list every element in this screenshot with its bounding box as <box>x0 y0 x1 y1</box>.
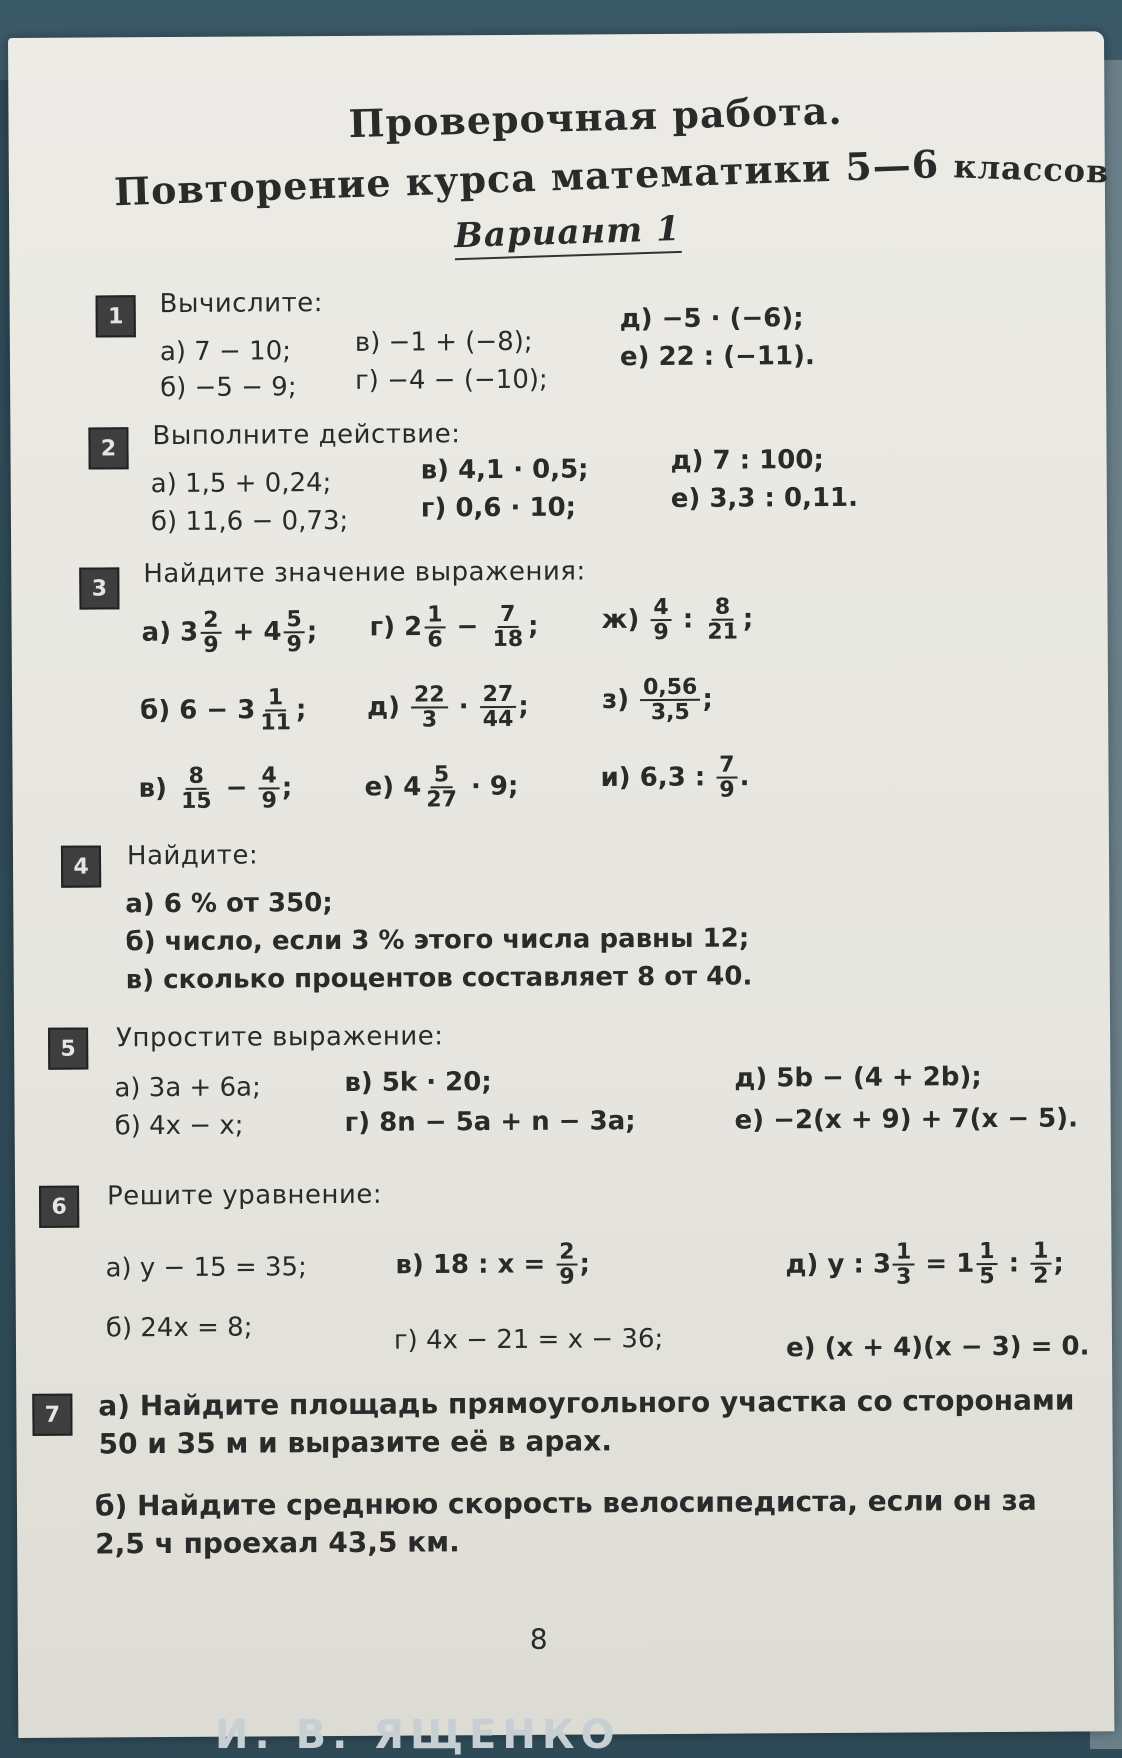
variant-label: Вариант 1 <box>454 209 682 260</box>
task-item: г) 0,6 · 10; <box>420 492 577 524</box>
task-item: д) 5b − (4 + 2b); <box>734 1062 982 1094</box>
task-item: а) 3a + 6a; <box>114 1072 261 1104</box>
task-item: в) 5k · 20; <box>344 1067 492 1098</box>
task-item: б) число, если 3 % этого числа равны 12; <box>125 923 750 958</box>
task-number-badge: 1 <box>96 295 136 337</box>
task-item: в) 4,1 · 0,5; <box>420 454 589 486</box>
task-item: б) −5 − 9; <box>160 372 297 404</box>
task-item: е) (x + 4)(x − 3) = 0. <box>785 1331 1090 1364</box>
task-item: е) 3,3 : 0,11. <box>670 482 859 514</box>
equation-v: в) 18 : x = $\frac{2}{9}$ ; <box>395 1239 591 1290</box>
page-title: Проверочная работа. <box>347 87 844 147</box>
task-number-badge: 4 <box>61 845 101 887</box>
task-item: в) −1 + (−8); <box>354 326 533 358</box>
task-number-badge: 6 <box>39 1186 79 1228</box>
task-item: в) сколько процентов составляет 8 от 40. <box>125 961 753 996</box>
equation-d: д) y : 3 $\frac{1}{3}$ = 1 $\frac{1}{5}$ : $\frac{1}{2}$ ; <box>785 1238 1064 1290</box>
task-heading: Упростите выражение: <box>116 1021 444 1054</box>
task-heading: Вычислите: <box>159 288 324 320</box>
task-item: г) −4 − (−10); <box>355 364 548 396</box>
expr-b: б) 6 − 3 $\frac{1}{11}$ ; <box>140 685 307 736</box>
subtitle-tail: классов <box>952 147 1110 191</box>
task-item: а) 6 % от 350; <box>125 888 333 920</box>
task-number-badge: 5 <box>48 1028 88 1070</box>
expr-v: в) $\frac{8}{15}$ − $\frac{4}{9}$ ; <box>138 763 293 815</box>
task-heading: Найдите: <box>126 840 259 872</box>
task-item: а) Найдите площадь прямоугольного участка со сторонами 50 и 35 м и выразите её в арах. <box>98 1383 1075 1461</box>
task-item: а) 7 − 10; <box>159 336 292 368</box>
task-number-badge: 2 <box>88 427 128 469</box>
task-item: б) 24x = 8; <box>105 1312 253 1344</box>
task-heading: Выполните действие: <box>152 419 461 452</box>
expr-i: и) 6,3 : $\frac{7}{9}$ . <box>600 752 750 803</box>
expr-z: з) $\frac{0,56}{3,5}$ ; <box>601 674 713 726</box>
expr-d: д) $\frac{22}{3}$ · $\frac{27}{44}$ ; <box>367 681 529 733</box>
task-item: г) 4x − 21 = x − 36; <box>393 1324 664 1356</box>
page-number: 8 <box>529 1622 548 1656</box>
subtitle-main: Повторение курса математики 5—6 <box>113 141 940 215</box>
page-subtitle <box>113 135 1110 214</box>
task-number-badge: 7 <box>32 1394 72 1436</box>
task-item: е) −2(x + 9) + 7(x − 5). <box>734 1103 1079 1136</box>
task-item: д) 7 : 100; <box>670 445 824 476</box>
task-heading: Найдите значение выражения: <box>143 556 586 590</box>
task-item: а) 1,5 + 0,24; <box>150 468 332 500</box>
task-item: е) 22 : (−11). <box>619 341 815 373</box>
task-number-badge: 3 <box>79 567 119 609</box>
task-item: г) 8n − 5a + n − 3a; <box>344 1106 636 1138</box>
expr-a: а) 3 $\frac{2}{9}$ + 4 $\frac{5}{9}$ ; <box>141 607 318 658</box>
task-item: д) −5 · (−6); <box>619 303 804 335</box>
expr-zh: ж) $\frac{4}{9}$ : $\frac{8}{21}$ ; <box>601 594 754 646</box>
expr-g: г) 2 $\frac{1}{6}$ − $\frac{7}{18}$ ; <box>369 601 539 653</box>
author-strip: И. В. ЯЩЕНКО <box>215 1712 621 1758</box>
task-item: б) 11,6 − 0,73; <box>150 505 349 538</box>
workbook-page <box>8 31 1114 1738</box>
task-item: б) Найдите среднюю скорость велосипедиста, если он за 2,5 ч проехал 43,5 км. <box>94 1483 1037 1561</box>
expr-e: е) 4 $\frac{5}{27}$ · 9; <box>364 762 519 813</box>
task-item: б) 4x − x; <box>114 1110 244 1142</box>
task-heading: Решите уравнение: <box>106 1179 383 1212</box>
task-item: а) y − 15 = 35; <box>105 1252 307 1284</box>
